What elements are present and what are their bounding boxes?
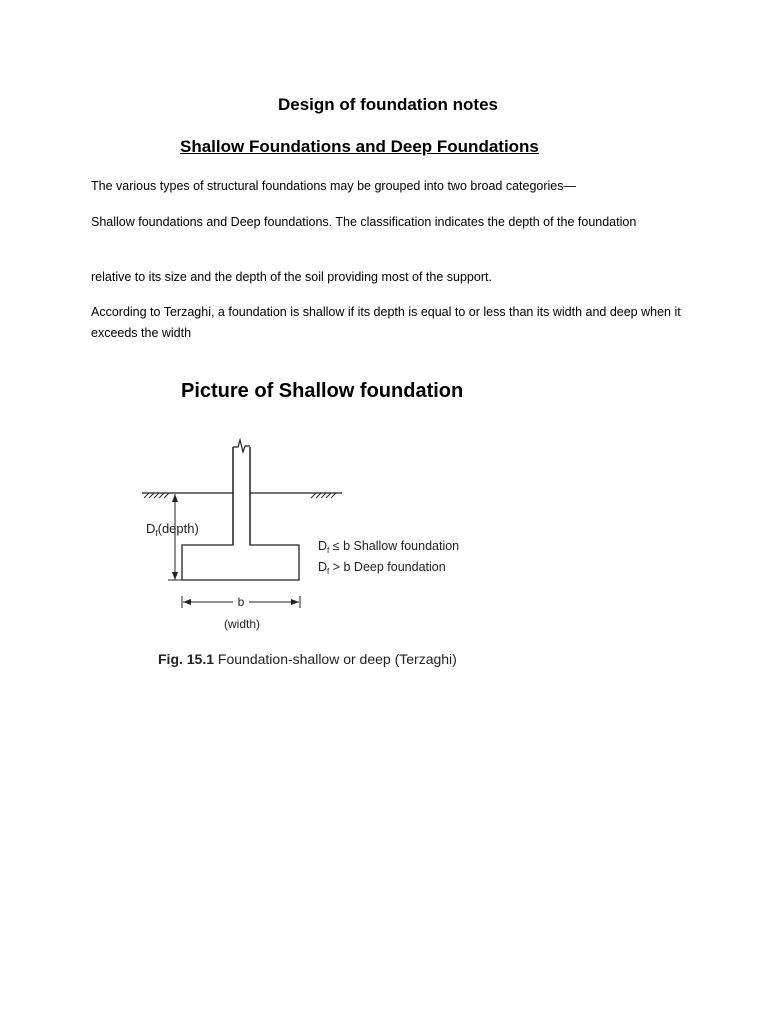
foundation-outline — [182, 447, 299, 580]
document-subtitle: Shallow Foundations and Deep Foundations — [180, 137, 539, 156]
ground-hatch-left — [144, 493, 169, 498]
column-mask — [234, 491, 249, 495]
rule-shallow: $D_f \le b$ Shallow foundation — [318, 539, 460, 555]
figure-heading: Picture of Shallow foundation — [181, 380, 464, 402]
rule-deep: $D_f > b$ Deep foundation — [318, 560, 446, 576]
paragraph-4: According to Terzaghi, a foundation is shallow if its depth is equal to or less than its width and deep when it exceeds the width — [91, 305, 681, 340]
depth-arrow-bottom — [172, 572, 178, 580]
figure-caption: Fig. 15.1 Foundation-shallow or deep (Terzaghi) — [158, 651, 457, 667]
depth-arrow-top — [172, 494, 178, 502]
width-symbol: b — [237, 595, 245, 609]
width-arrow-right — [291, 599, 299, 605]
document-title: Design of foundation notes — [277, 95, 499, 114]
paragraph-2: Shallow foundations and Deep foundations. The classification indicates the depth of the foundation — [91, 215, 637, 229]
width-label: (width) — [223, 617, 261, 631]
depth-label: $D_f(depth)$ — [146, 521, 199, 538]
width-arrow-left — [183, 599, 191, 605]
paragraph-3: relative to its size and the depth of the soil providing most of the support. — [91, 270, 492, 284]
ground-hatch-right — [311, 493, 336, 498]
paragraph-1: The various types of structural foundations may be grouped into two broad categories— — [91, 179, 576, 193]
